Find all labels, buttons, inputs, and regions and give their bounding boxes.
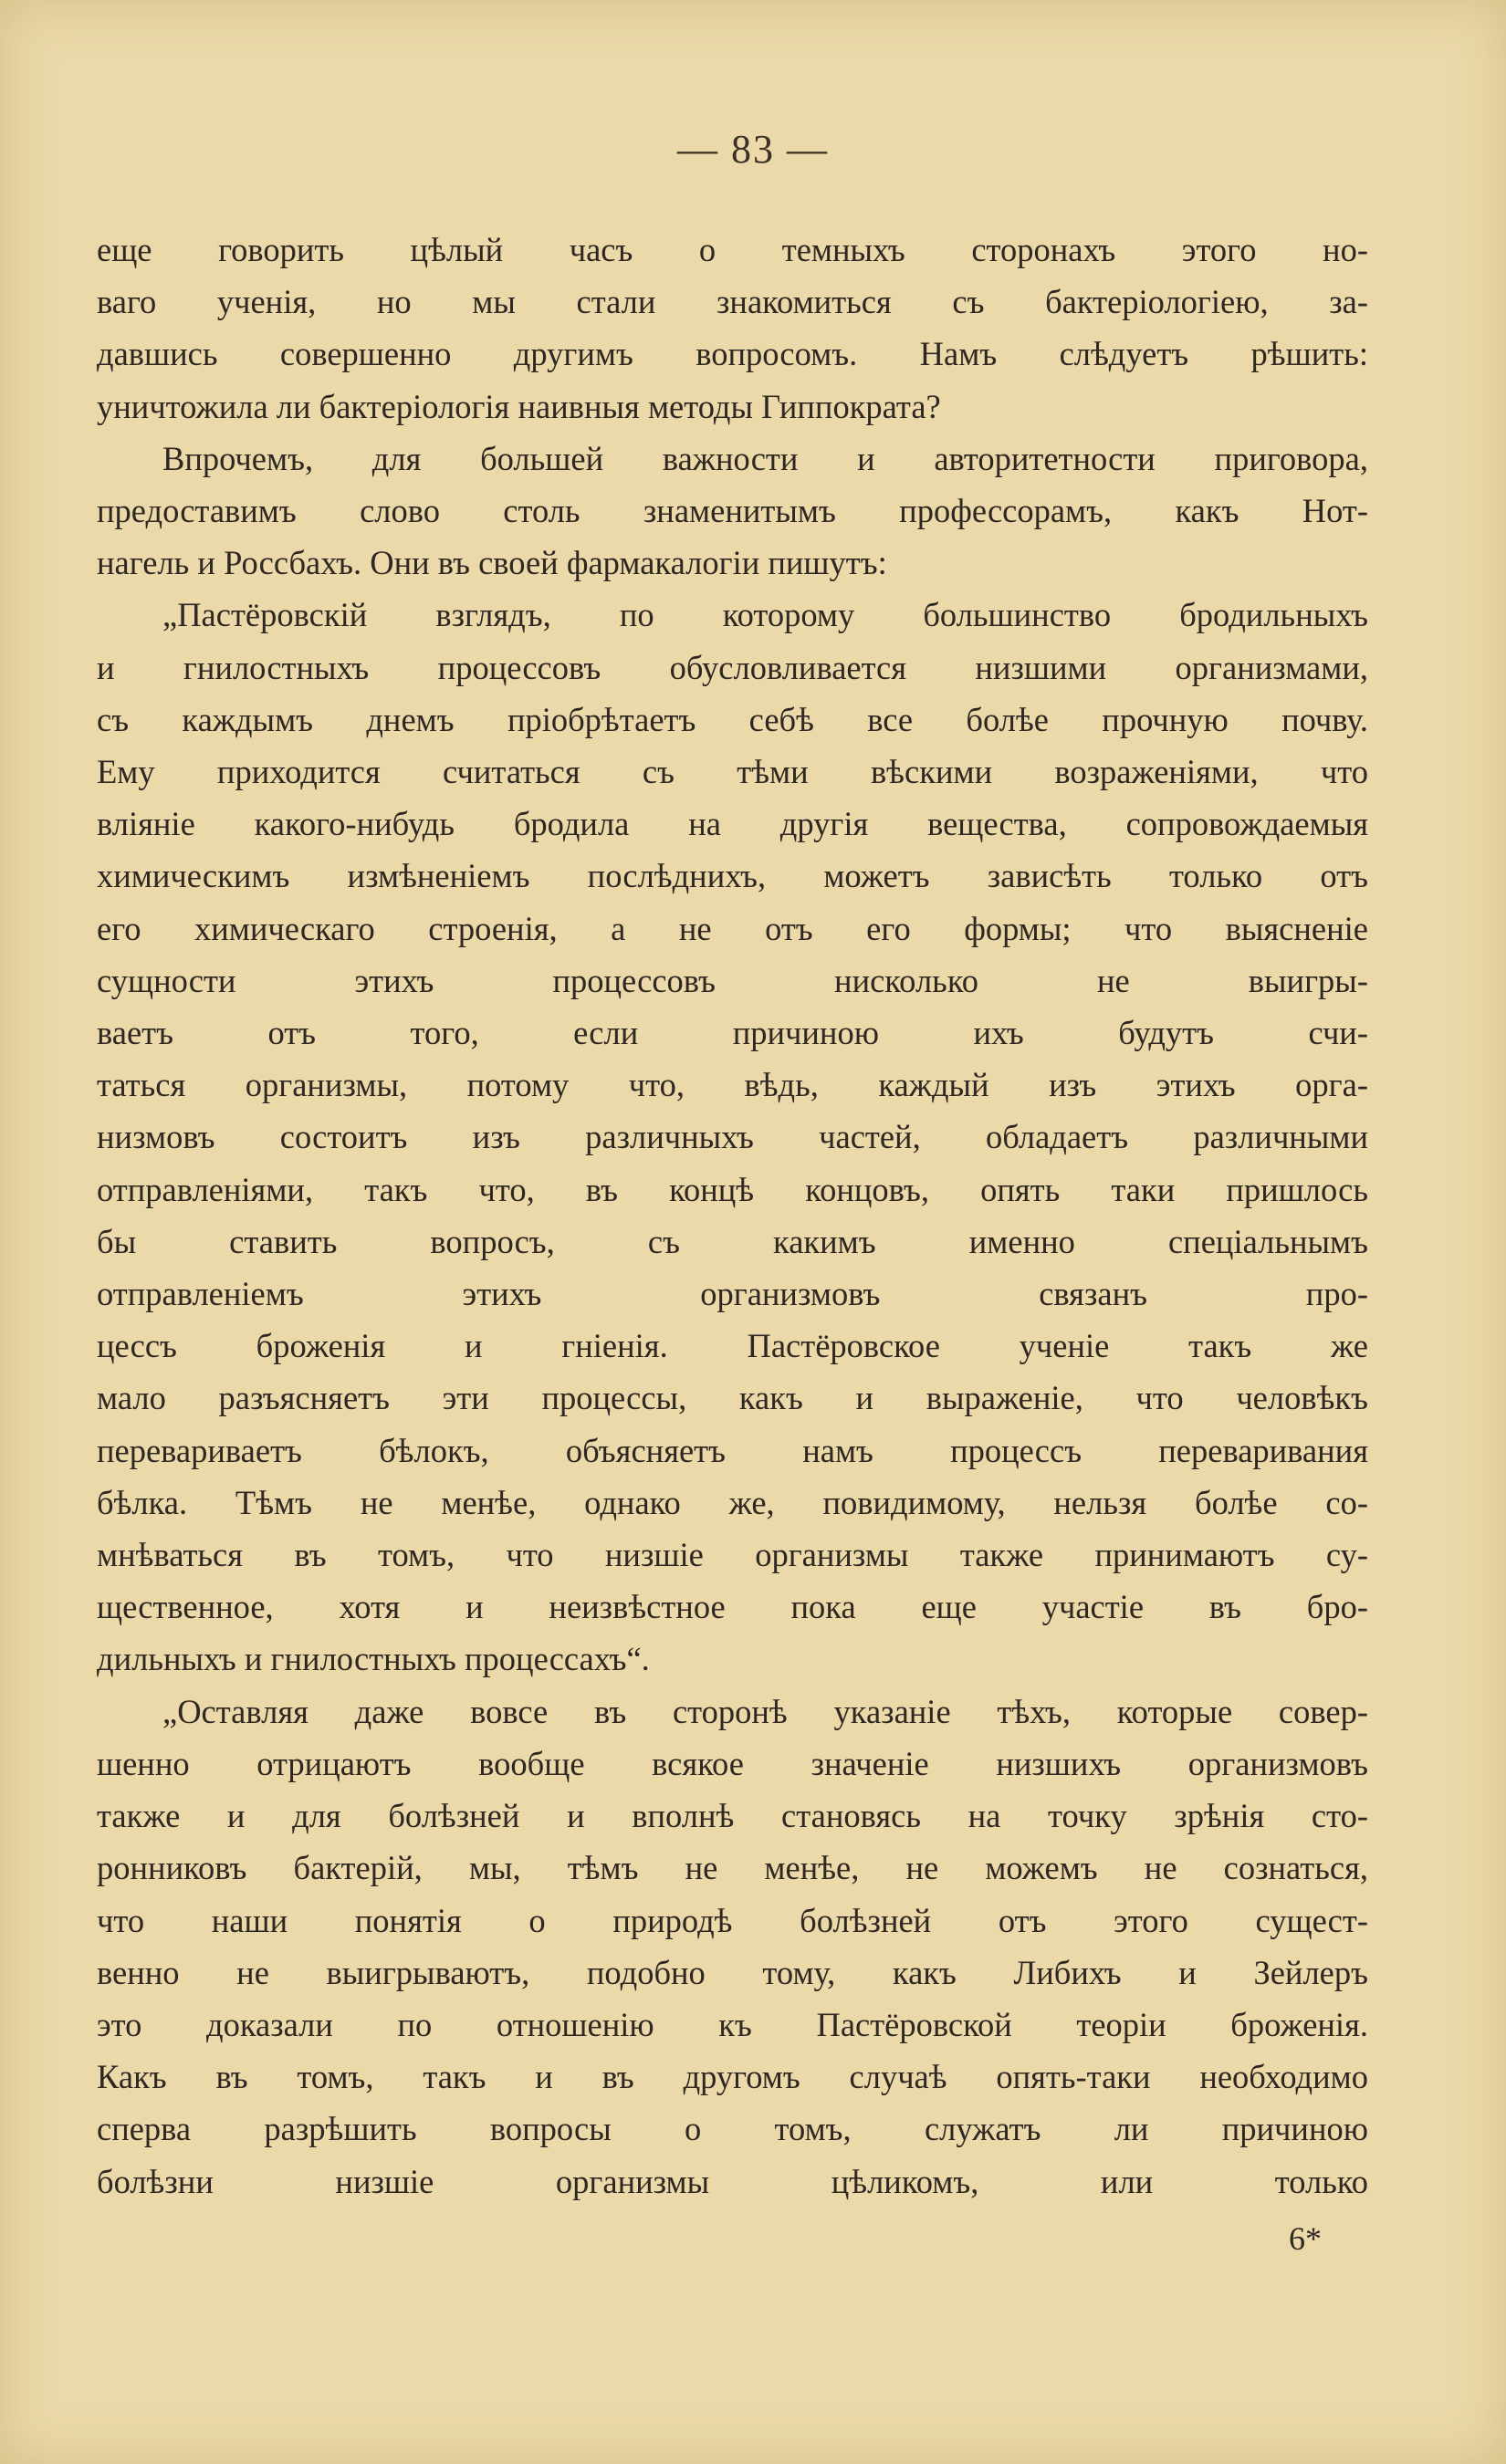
text-line: бѣлка. Тѣмъ не менѣе, однако же, повидимому, нельзя болѣе со- — [97, 1483, 1368, 1521]
text-line: уничтожила ли бактеріологія наивныя методы Гиппократа? — [97, 387, 941, 425]
text-line: отправленіемъ этихъ организмовъ связанъ про- — [97, 1275, 1368, 1313]
text-line: низмовъ состоитъ изъ различныхъ частей, обладаетъ различными — [97, 1118, 1368, 1156]
text-line: давшись совершенно другимъ вопросомъ. Намъ слѣдуетъ рѣшить: — [97, 335, 1368, 373]
text-line: ваетъ отъ того, если причиною ихъ будутъ счи- — [97, 1014, 1368, 1052]
text-line: еще говорить цѣлый часъ о темныхъ сторонахъ этого но- — [97, 231, 1368, 268]
text-line: отправленіями, такъ что, въ концѣ концовъ, опять таки пришлось — [97, 1170, 1368, 1208]
text-line: таться организмы, потому что, вѣдь, каждый изъ этихъ орга- — [97, 1066, 1368, 1104]
text-line: его химическаго строенія, а не отъ его формы; что выясненіе — [97, 909, 1368, 947]
text-line: сперва разрѣшить вопросы о томъ, служатъ ли причиною — [97, 2110, 1368, 2148]
text-line: шенно отрицаютъ вообще всякое значеніе низшихъ организмовъ — [97, 1744, 1368, 1782]
text-line: химическимъ измѣненіемъ послѣднихъ, можетъ зависѣть только отъ — [97, 857, 1368, 895]
text-line: вліяніе какого-нибудь бродила на другія вещества, сопровождаемыя — [97, 805, 1368, 843]
text-line: мнѣваться въ томъ, что низшіе организмы также принимаютъ су- — [97, 1536, 1368, 1574]
text-line: болѣзни низшіе организмы цѣликомъ, или только — [97, 2162, 1368, 2200]
text-line: дильныхъ и гнилостныхъ процессахъ“. — [97, 1640, 650, 1678]
text-line: ронниковъ бактерій, мы, тѣмъ не менѣе, не можемъ не сознаться, — [97, 1849, 1368, 1887]
text-line: что наши понятія о природѣ болѣзней отъ этого сущест- — [97, 1901, 1368, 1939]
text-line: Впрочемъ, для большей важности и авторитетности приговора, — [162, 439, 1368, 477]
text-line: щественное, хотя и неизвѣстное пока еще участіе въ бро- — [97, 1588, 1368, 1626]
text-line: венно не выигрываютъ, подобно тому, какъ Либихъ и Зейлеръ — [97, 1953, 1368, 1991]
text-line: предоставимъ слово столь знаменитымъ профессорамъ, какъ Нот- — [97, 492, 1368, 530]
text-line: также и для болѣзней и вполнѣ становясь на точку зрѣнія сто- — [97, 1797, 1368, 1835]
text-line: цессъ броженія и гніенія. Пастёровское ученіе такъ же — [97, 1327, 1368, 1365]
text-line: нагель и Россбахъ. Они въ своей фармакалогіи пишутъ: — [97, 544, 887, 582]
body-text — [97, 224, 1368, 2208]
signature-mark: 6* — [1289, 2220, 1322, 2257]
text-line: „Оставляя даже вовсе въ сторонѣ указаніе тѣхъ, которые совер- — [162, 1692, 1368, 1730]
text-line: ваго ученія, но мы стали знакомиться съ бактеріологіею, за- — [97, 283, 1368, 321]
text-line: „Пастёровскій взглядъ, по которому большинство бродильныхъ — [162, 596, 1368, 634]
text-line: мало разъясняетъ эти процессы, какъ и выраженіе, что человѣкъ — [97, 1379, 1368, 1417]
text-line: перевариваетъ бѣлокъ, объясняетъ намъ процессъ переваривания — [97, 1431, 1368, 1469]
text-line: и гнилостныхъ процессовъ обусловливается низшими организмами, — [97, 648, 1368, 686]
text-line: сущности этихъ процессовъ нисколько не выигры- — [97, 961, 1368, 999]
text-line: Какъ въ томъ, такъ и въ другомъ случаѣ опять-таки необходимо — [97, 2058, 1368, 2096]
page-number: — 83 — — [677, 127, 829, 172]
text-line: это доказали по отношенію къ Пастёровской теоріи броженія. — [97, 2005, 1368, 2043]
text-line: бы ставить вопросъ, съ какимъ именно спеціальнымъ — [97, 1222, 1368, 1260]
text-line: съ каждымъ днемъ пріобрѣтаетъ себѣ все болѣе прочную почву. — [97, 700, 1368, 738]
text-line: Ему приходится считаться съ тѣми вѣскими возраженіями, что — [97, 753, 1368, 791]
